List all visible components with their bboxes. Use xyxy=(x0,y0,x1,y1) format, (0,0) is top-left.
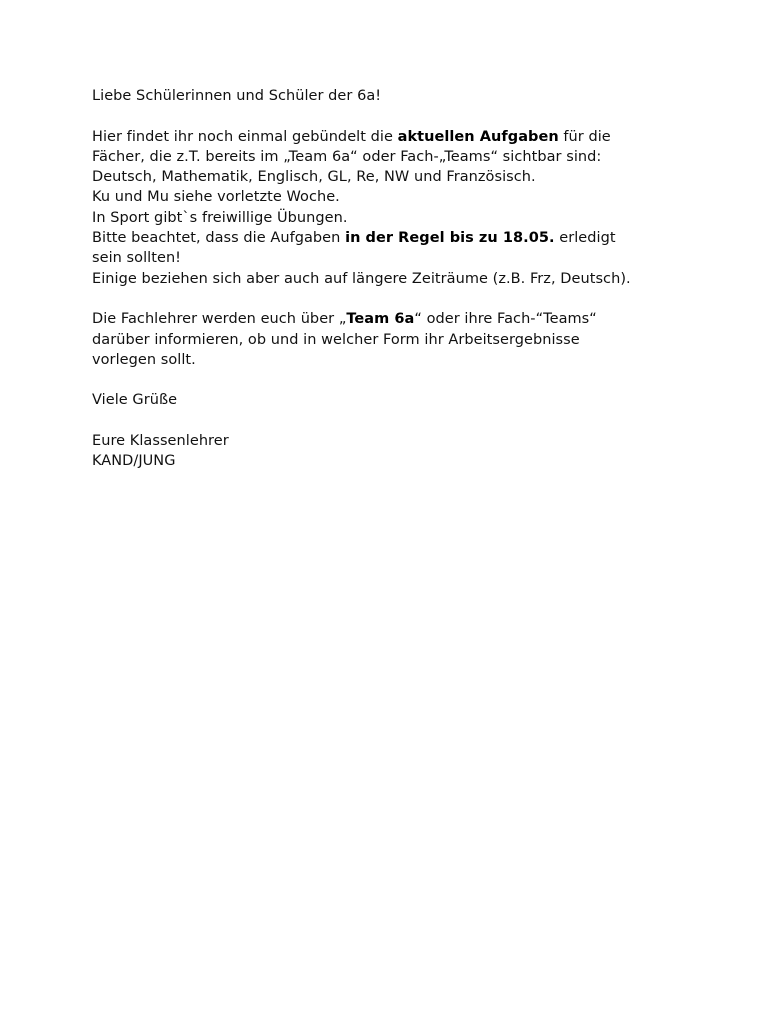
paragraph-1-line-4: Ku und Mu siehe vorletzte Woche. xyxy=(92,189,340,206)
paragraph-2-line-2: darüber informieren, ob und in welcher Form ihr Arbeitsergebnisse xyxy=(92,331,580,348)
bold-text-aktuelle-aufgaben: aktuellen Aufgaben xyxy=(397,128,559,145)
paragraph-1-line-7: sein sollten! xyxy=(92,250,182,267)
paragraph-1-line-1 xyxy=(92,127,732,147)
paragraph-1-line-8: Einige beziehen sich aber auch auf längere Zeiträume (z.B. Frz, Deutsch). xyxy=(92,270,631,287)
letter-body xyxy=(92,86,732,472)
paragraph-1-line-2: Fächer, die z.T. bereits im „Team 6a“ oder Fach-„Teams“ sichtbar sind: xyxy=(92,148,602,165)
paragraph-1-line-6 xyxy=(92,228,732,248)
paragraph-1-line-3: Deutsch, Mathematik, Englisch, GL, Re, NW und Französisch. xyxy=(92,169,536,186)
signature-line-2: KAND/JUNG xyxy=(92,453,176,470)
text-run: Bitte beachtet, dass die Aufgaben xyxy=(92,230,346,247)
greeting: Liebe Schülerinnen und Schüler der 6a! xyxy=(92,88,382,104)
paragraph-1-line-5: In Sport gibt`s freiwillige Übungen. xyxy=(92,209,348,226)
text-run: erledigt xyxy=(554,230,616,247)
signature-line-1: Eure Klassenlehrer xyxy=(92,433,229,450)
bold-text-deadline: in der Regel bis zu 18.05. xyxy=(345,230,555,247)
paragraph-gap xyxy=(92,289,732,309)
paragraph-gap xyxy=(92,106,732,126)
paragraph-2-line-1 xyxy=(92,309,732,329)
bold-text-team-6a: Team 6a xyxy=(346,311,415,328)
text-run: “ oder ihre Fach-“Teams“ xyxy=(414,311,597,328)
paragraph-gap xyxy=(92,370,732,390)
paragraph-2-line-3: vorlegen sollt. xyxy=(92,351,196,368)
text-run: für die xyxy=(558,128,611,145)
text-run: Die Fachlehrer werden euch über „ xyxy=(92,311,347,328)
paragraph-gap xyxy=(92,411,732,431)
text-run: Hier findet ihr noch einmal gebündelt die xyxy=(92,128,398,145)
closing: Viele Grüße xyxy=(92,392,178,409)
